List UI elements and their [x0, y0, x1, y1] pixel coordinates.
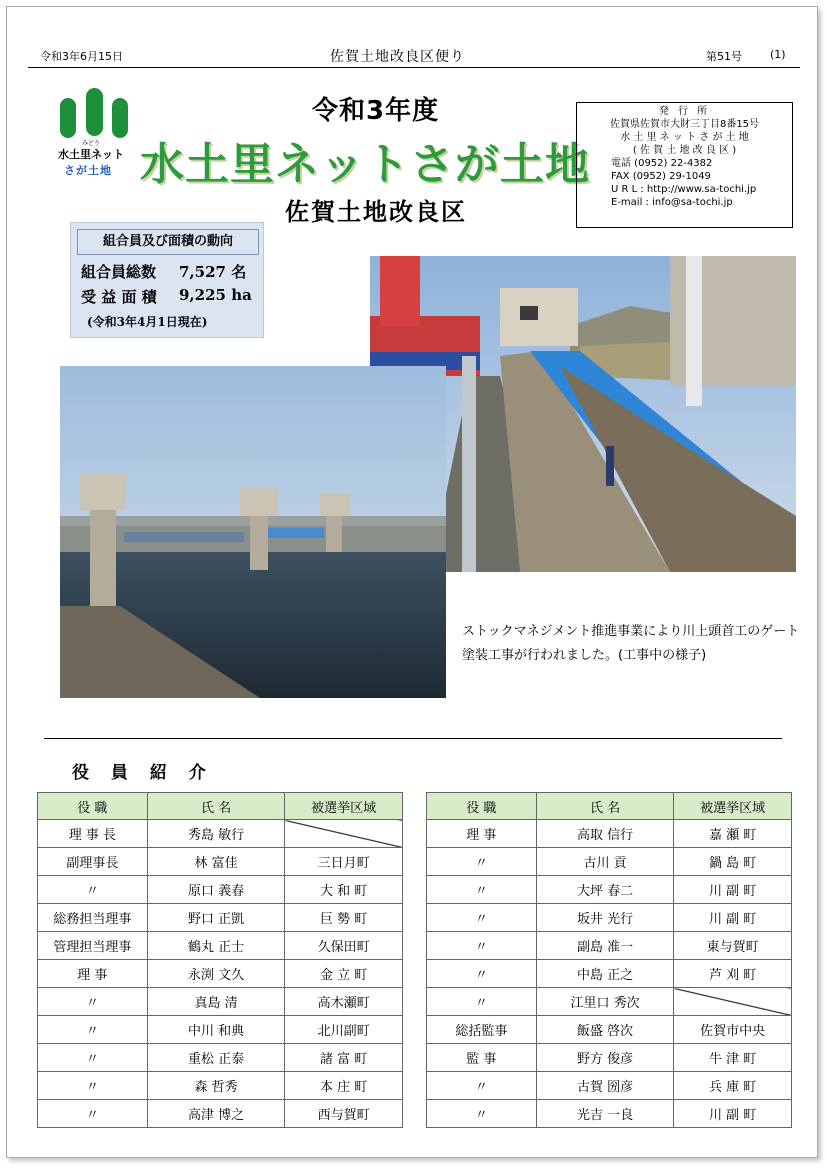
table-row — [427, 820, 792, 848]
newsletter-name: 佐賀土地改良区便り — [330, 49, 465, 65]
page-number: (1) — [770, 48, 786, 61]
officer-district: 川 副 町 — [674, 876, 792, 904]
table-row — [38, 960, 403, 988]
officer-district: 鍋 島 町 — [674, 848, 792, 876]
officer-role: 〃 — [427, 960, 537, 988]
officer-district-empty — [285, 820, 403, 848]
officer-role: 総括監事 — [427, 1016, 537, 1044]
table-row — [427, 932, 792, 960]
officer-role: 総務担当理事 — [38, 904, 148, 932]
officer-name: 古川 貢 — [536, 848, 674, 876]
column-header-name: 氏 名 — [536, 793, 674, 820]
benefit-area-label: 受 益 面 積 — [81, 288, 157, 306]
table-row — [427, 1100, 792, 1128]
table-row — [427, 1072, 792, 1100]
logo — [56, 86, 138, 182]
officer-role: 〃 — [427, 1072, 537, 1100]
table-row — [38, 988, 403, 1016]
officer-district-empty — [674, 988, 792, 1016]
title-year: 令和3年度 — [312, 96, 440, 126]
officer-role: 理 事 長 — [38, 820, 148, 848]
member-count-label: 組合員総数 — [81, 263, 157, 281]
issue-number: 第51号 — [706, 50, 742, 63]
officer-name: 江里口 秀次 — [536, 988, 674, 1016]
table-row — [427, 960, 792, 988]
officer-role: 理 事 — [38, 960, 148, 988]
table-header-row — [38, 793, 403, 820]
officer-role: 監 事 — [427, 1044, 537, 1072]
officer-district: 金 立 町 — [285, 960, 403, 988]
officer-name: 真島 清 — [147, 988, 285, 1016]
issuer-box — [576, 102, 793, 228]
members-box — [70, 222, 264, 338]
table-row — [38, 1072, 403, 1100]
table-row — [427, 848, 792, 876]
officer-district: 佐賀市中央 — [674, 1016, 792, 1044]
officer-role: 〃 — [38, 1044, 148, 1072]
issuer-url: U R L : http://www.sa-tochi.jp — [611, 184, 757, 195]
officer-role: 管理担当理事 — [38, 932, 148, 960]
officer-district: 本 庄 町 — [285, 1072, 403, 1100]
officer-district: 嘉 瀬 町 — [674, 820, 792, 848]
officer-district: 三日月町 — [285, 848, 403, 876]
officer-role: 〃 — [427, 904, 537, 932]
issuer-name-sub: ( 佐 賀 土 地 改 良 区 ) — [632, 145, 737, 156]
officer-district: 高木瀬町 — [285, 988, 403, 1016]
issuer-name: 水 土 里 ネ ッ ト さ が 土 地 — [620, 132, 749, 143]
officer-district: 芦 刈 町 — [674, 960, 792, 988]
table-row — [38, 904, 403, 932]
officer-district: 川 副 町 — [674, 904, 792, 932]
officer-name: 坂井 光行 — [536, 904, 674, 932]
officer-name: 森 哲秀 — [147, 1072, 285, 1100]
table-row — [38, 876, 403, 904]
officer-district: 大 和 町 — [285, 876, 403, 904]
table-row — [427, 1016, 792, 1044]
issuer-address: 佐賀県佐賀市大財三丁目8番15号 — [609, 119, 760, 130]
table-row — [427, 904, 792, 932]
issuer-fax: FAX (0952) 29-1049 — [611, 171, 711, 182]
issuer-tel: 電話 (0952) 22-4382 — [611, 158, 713, 169]
officer-district: 久保田町 — [285, 932, 403, 960]
officer-name: 野方 俊彦 — [536, 1044, 674, 1072]
officers-table-left — [37, 792, 403, 1128]
officer-role: 〃 — [427, 876, 537, 904]
table-row — [427, 876, 792, 904]
column-header-district: 被選挙区域 — [285, 793, 403, 820]
officer-name: 飯盛 啓次 — [536, 1016, 674, 1044]
issue-date: 令和3年6月15日 — [40, 50, 123, 63]
member-count-value: 7,527 名 — [179, 263, 247, 281]
officer-name: 原口 義春 — [147, 876, 285, 904]
headworks-photo — [60, 366, 446, 698]
table-row — [38, 1100, 403, 1128]
officer-role: 〃 — [38, 1072, 148, 1100]
table-row — [427, 988, 792, 1016]
photo-caption: ストックマネジメント推進事業により川上頭首工のゲート塗装工事が行われました。(工事中の様子) — [462, 624, 800, 663]
column-header-district: 被選挙区域 — [674, 793, 792, 820]
officer-district: 兵 庫 町 — [674, 1072, 792, 1100]
table-row — [427, 1044, 792, 1072]
organization-name: 佐賀土地改良区 — [285, 198, 467, 226]
page-title: 水土里ネットさが土地 — [140, 139, 590, 190]
officer-district: 巨 勢 町 — [285, 904, 403, 932]
officer-role: 〃 — [427, 988, 537, 1016]
officer-role: 〃 — [38, 1100, 148, 1128]
officer-name: 中川 和典 — [147, 1016, 285, 1044]
officer-name: 林 富佳 — [147, 848, 285, 876]
officer-district: 北川副町 — [285, 1016, 403, 1044]
officer-district: 川 副 町 — [674, 1100, 792, 1128]
members-box-title: 組合員及び面積の動向 — [77, 229, 259, 255]
officer-name: 大坪 春二 — [536, 876, 674, 904]
officer-district: 牛 津 町 — [674, 1044, 792, 1072]
table-row — [38, 848, 403, 876]
officer-name: 中島 正之 — [536, 960, 674, 988]
officer-role: 理 事 — [427, 820, 537, 848]
officer-name: 重松 正泰 — [147, 1044, 285, 1072]
officer-district: 西与賀町 — [285, 1100, 403, 1128]
table-row — [38, 1044, 403, 1072]
benefit-area-value: 9,225 ha — [179, 286, 252, 304]
officer-name: 秀島 敏行 — [147, 820, 285, 848]
table-header-row — [427, 793, 792, 820]
officer-name: 副島 准一 — [536, 932, 674, 960]
officer-role: 〃 — [38, 876, 148, 904]
header-rule — [28, 67, 800, 68]
table-row — [38, 820, 403, 848]
officer-name: 光吉 一良 — [536, 1100, 674, 1128]
table-row — [38, 932, 403, 960]
logo-subtext: さが土地 — [64, 164, 112, 177]
section-divider — [44, 738, 782, 739]
column-header-name: 氏 名 — [147, 793, 285, 820]
officers-section-title: 役 員 紹 介 — [72, 763, 214, 783]
officer-role: 〃 — [427, 932, 537, 960]
officer-role: 〃 — [38, 988, 148, 1016]
issuer-email: E-mail : info@sa-tochi.jp — [611, 197, 733, 208]
officer-role: 〃 — [427, 848, 537, 876]
officer-name: 高津 博之 — [147, 1100, 285, 1128]
officer-role: 〃 — [38, 1016, 148, 1044]
issuer-heading: 発 行 所 — [658, 106, 711, 117]
logo-ruby: みどり — [82, 140, 101, 147]
table-row — [38, 1016, 403, 1044]
logo-text: 水土里ネット — [58, 148, 124, 161]
officer-name: 高取 信行 — [536, 820, 674, 848]
column-header-role: 役 職 — [427, 793, 537, 820]
officer-district: 諸 富 町 — [285, 1044, 403, 1072]
officer-name: 永渕 文久 — [147, 960, 285, 988]
column-header-role: 役 職 — [38, 793, 148, 820]
officer-role: 〃 — [427, 1100, 537, 1128]
officers-table-right — [426, 792, 792, 1128]
officer-district: 東与賀町 — [674, 932, 792, 960]
officer-name: 鶴丸 正士 — [147, 932, 285, 960]
as-of-date: (令和3年4月1日現在) — [87, 315, 208, 329]
officer-name: 古賀 圀彦 — [536, 1072, 674, 1100]
officer-role: 副理事長 — [38, 848, 148, 876]
officer-name: 野口 正凱 — [147, 904, 285, 932]
